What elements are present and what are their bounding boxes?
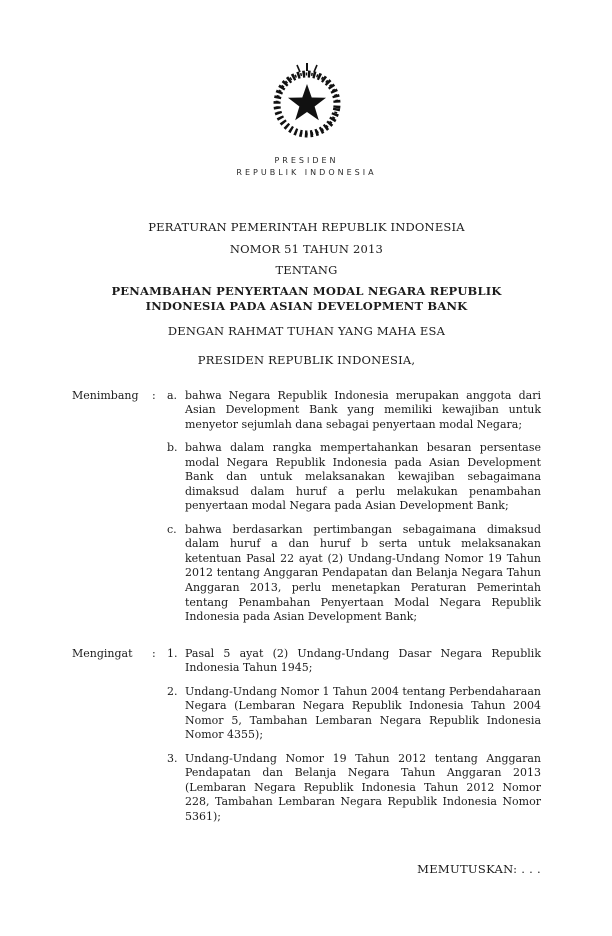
item-marker: c. <box>167 522 177 536</box>
section-colon: : <box>152 388 156 402</box>
item-text: bahwa dalam rangka mempertahankan besaran persentase modal Negara Republik Indonesia pada Asian Development Bank dan untuk melaksanakan kewajiban sebagaimana dimaksud dalam huruf a perlu melakukan penambahan penyertaan modal Negara pada Asian Development Bank; <box>185 441 541 513</box>
list-item <box>167 523 541 625</box>
item-marker: 3. <box>167 751 178 765</box>
mengingat-items <box>167 647 541 825</box>
letterhead-presiden-label: PRESIDEN <box>274 156 339 165</box>
section-label-mengingat: Mengingat <box>72 646 133 660</box>
item-text: Undang-Undang Nomor 19 Tahun 2012 tentang Anggaran Pendapatan dan Belanja Negara Tahun Anggaran 2013 (Lembaran Negara Republik Indonesia Tahun 2012 Nomor 228, Tambahan Lembaran Negara Republik Indonesia Nomor 5361); <box>185 751 541 823</box>
authority-line: PRESIDEN REPUBLIK INDONESIA, <box>197 353 416 368</box>
menimbang-items <box>167 389 541 625</box>
letterhead <box>72 62 541 178</box>
list-item <box>167 685 541 743</box>
list-item <box>167 389 541 433</box>
item-text: Pasal 5 ayat (2) Undang-Undang Dasar Negara Republik Indonesia Tahun 1945; <box>185 646 541 675</box>
list-item <box>167 752 541 825</box>
section-menimbang <box>72 389 541 625</box>
list-item <box>167 647 541 676</box>
item-text: bahwa Negara Republik Indonesia merupakan anggota dari Asian Development Bank yang memiliki kewajiban untuk menyetor sejumlah dana sebagai penyertaan modal Negara; <box>185 388 541 431</box>
memutuskan-catchword: MEMUTUSKAN: . . . <box>417 862 541 877</box>
regulation-subject: PENAMBAHAN PENYERTAAN MODAL NEGARA REPUBLIK INDONESIA PADA ASIAN DEVELOPMENT BANK <box>111 284 502 313</box>
title-block <box>72 220 541 368</box>
letterhead-republik-label: REPUBLIK INDONESIA <box>236 167 377 177</box>
regulation-number: NOMOR 51 TAHUN 2013 <box>229 241 384 256</box>
tentang-label: TENTANG <box>275 262 338 277</box>
section-label-menimbang: Menimbang <box>72 388 139 402</box>
item-marker: b. <box>167 441 178 455</box>
list-item <box>167 441 541 514</box>
regulation-title: PERATURAN PEMERINTAH REPUBLIK INDONESIA <box>148 220 465 235</box>
document-body <box>72 389 541 878</box>
section-colon: : <box>152 646 156 660</box>
presidential-star-emblem-icon <box>261 62 353 146</box>
invocation-line: DENGAN RAHMAT TUHAN YANG MAHA ESA <box>167 324 446 339</box>
section-mengingat <box>72 647 541 825</box>
item-text: Undang-Undang Nomor 1 Tahun 2004 tentang Perbendaharaan Negara (Lembaran Negara Republik Indonesia Tahun 2004 Nomor 5, Tambahan Lembaran Negara Republik Indonesia Nomor 4355); <box>185 684 541 742</box>
item-marker: 2. <box>167 684 178 698</box>
item-text: bahwa berdasarkan pertimbangan sebagaimana dimaksud dalam huruf a dan huruf b serta untuk melaksanakan ketentuan Pasal 22 ayat (2) Undang-Undang Nomor 19 Tahun 2012 tentang Anggaran Pendapatan dan Belanja Negara Tahun Anggaran 2013, perlu menetapkan Peraturan Pemerintah tentang Penambahan Penyertaan Modal Negara Republik Indonesia pada Asian Development Bank; <box>185 522 541 624</box>
item-marker: a. <box>167 388 178 402</box>
item-marker: 1. <box>167 646 178 660</box>
